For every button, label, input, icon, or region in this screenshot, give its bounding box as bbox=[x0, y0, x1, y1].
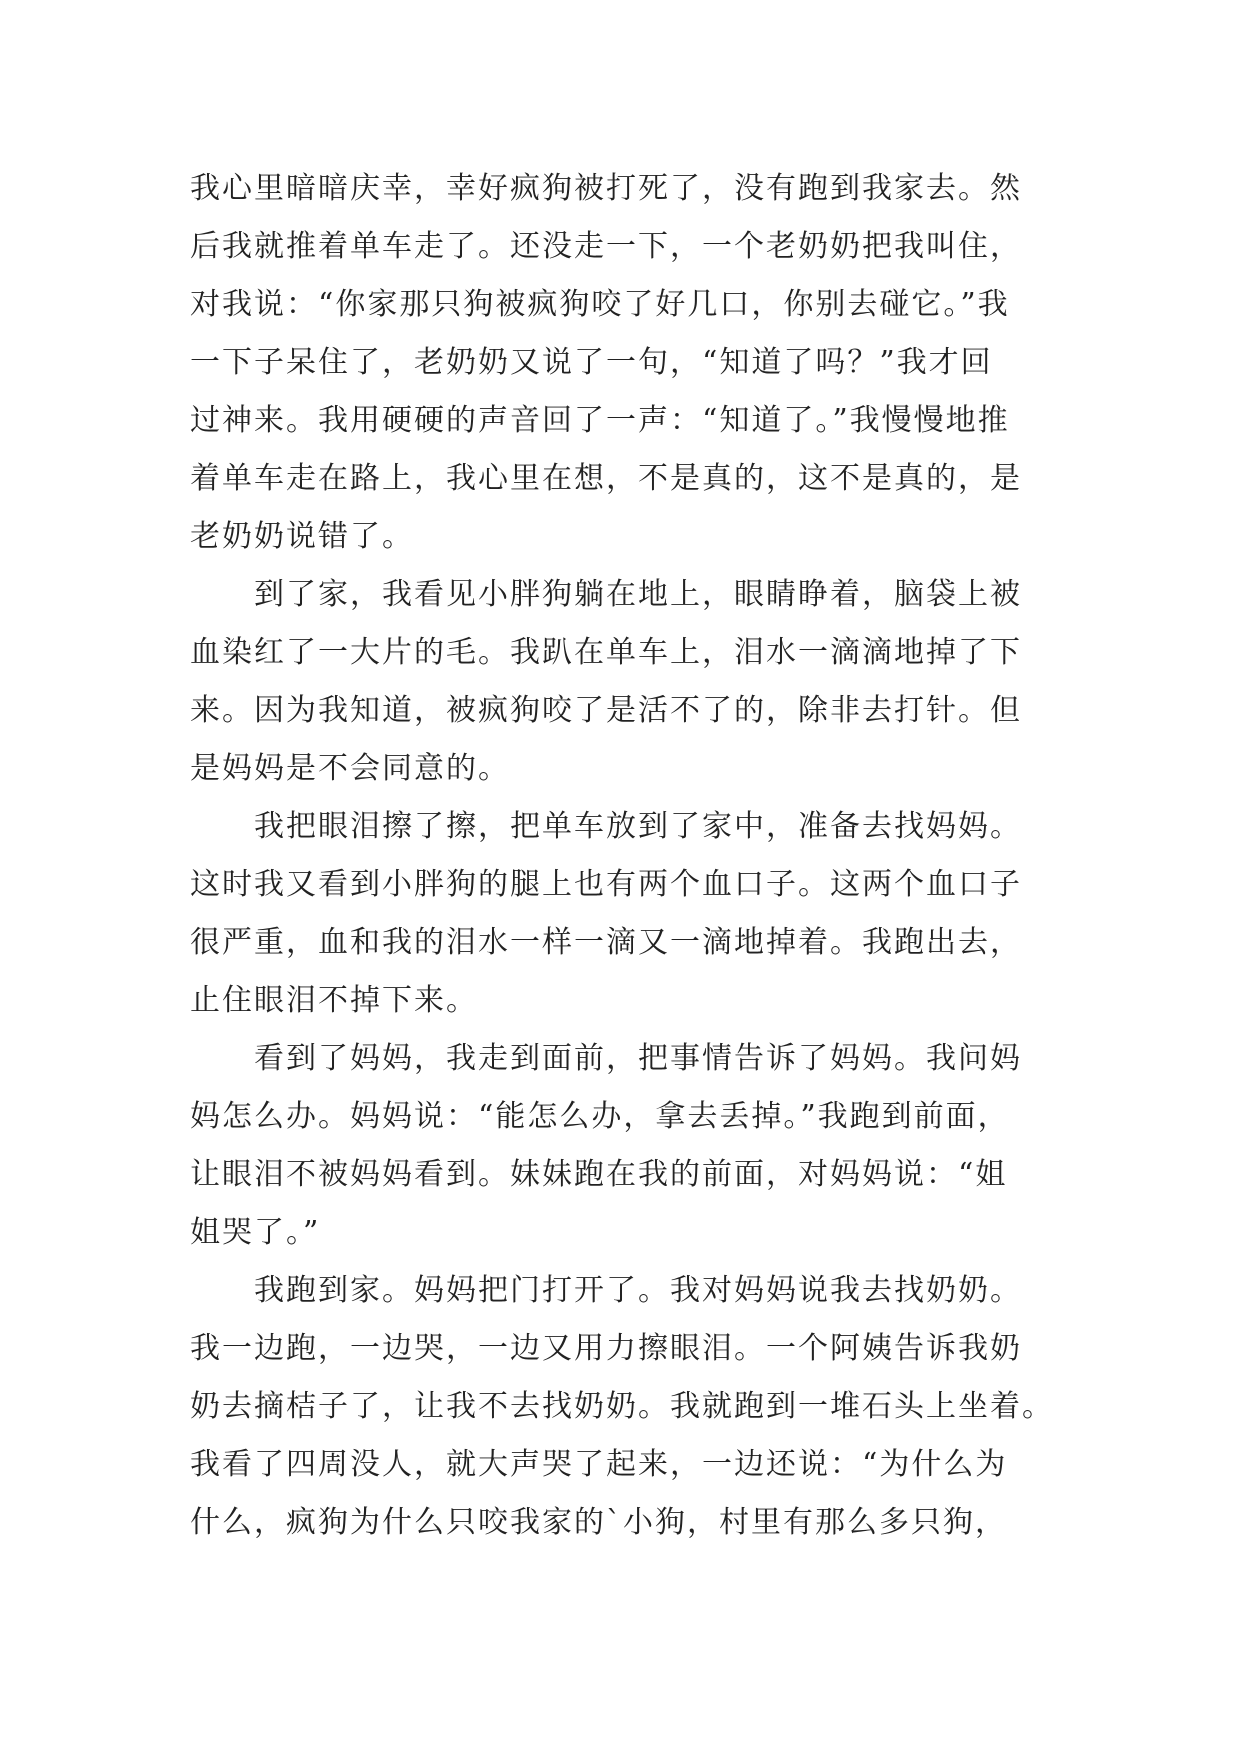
text-line: 我跑到家。妈妈把门打开了。我对妈妈说我去找奶奶。 bbox=[190, 1273, 1022, 1308]
body-text bbox=[190, 160, 1070, 1552]
text-line: 我看了四周没人，就大声哭了起来，一边还说：“为什么为 bbox=[190, 1447, 1008, 1482]
text-line: 来。因为我知道，被疯狗咬了是活不了的，除非去打针。但 bbox=[190, 693, 1022, 728]
text-line: 过神来。我用硬硬的声音回了一声：“知道了。”我慢慢地推 bbox=[190, 403, 1010, 438]
text-line: 老奶奶说错了。 bbox=[190, 519, 414, 554]
text-line: 让眼泪不被妈妈看到。妹妹跑在我的前面，对妈妈说：“姐 bbox=[190, 1157, 1008, 1192]
text-line: 我把眼泪擦了擦，把单车放到了家中，准备去找妈妈。 bbox=[190, 809, 1022, 844]
text-line: 妈怎么办。妈妈说：“能怎么办，拿去丢掉。”我跑到前面， bbox=[190, 1099, 1010, 1134]
text-line: 这时我又看到小胖狗的腿上也有两个血口子。这两个血口子 bbox=[190, 867, 1022, 902]
text-line: 一下子呆住了，老奶奶又说了一句，“知道了吗？”我才回 bbox=[190, 345, 993, 380]
text-line: 止住眼泪不掉下来。 bbox=[190, 983, 478, 1018]
text-line: 看到了妈妈，我走到面前，把事情告诉了妈妈。我问妈 bbox=[190, 1041, 1022, 1076]
text-line: 什么，疯狗为什么只咬我家的`小狗，村里有那么多只狗， bbox=[190, 1505, 1007, 1540]
text-line: 奶去摘桔子了，让我不去找奶奶。我就跑到一堆石头上坐着。 bbox=[190, 1389, 1054, 1424]
text-line: 是妈妈是不会同意的。 bbox=[190, 751, 510, 786]
text-line: 姐哭了。” bbox=[190, 1215, 321, 1250]
text-line: 我一边跑，一边哭，一边又用力擦眼泪。一个阿姨告诉我奶 bbox=[190, 1331, 1022, 1366]
text-line: 到了家，我看见小胖狗躺在地上，眼睛睁着，脑袋上被 bbox=[190, 577, 1022, 612]
text-line: 很严重，血和我的泪水一样一滴又一滴地掉着。我跑出去， bbox=[190, 925, 1022, 960]
text-line: 对我说：“你家那只狗被疯狗咬了好几口，你别去碰它。”我 bbox=[190, 287, 1010, 322]
text-line: 着单车走在路上，我心里在想，不是真的，这不是真的，是 bbox=[190, 461, 1022, 496]
text-line: 我心里暗暗庆幸，幸好疯狗被打死了，没有跑到我家去。然 bbox=[190, 171, 1022, 206]
text-line: 后我就推着单车走了。还没走一下，一个老奶奶把我叫住， bbox=[190, 229, 1022, 264]
text-line: 血染红了一大片的毛。我趴在单车上，泪水一滴滴地掉了下 bbox=[190, 635, 1022, 670]
